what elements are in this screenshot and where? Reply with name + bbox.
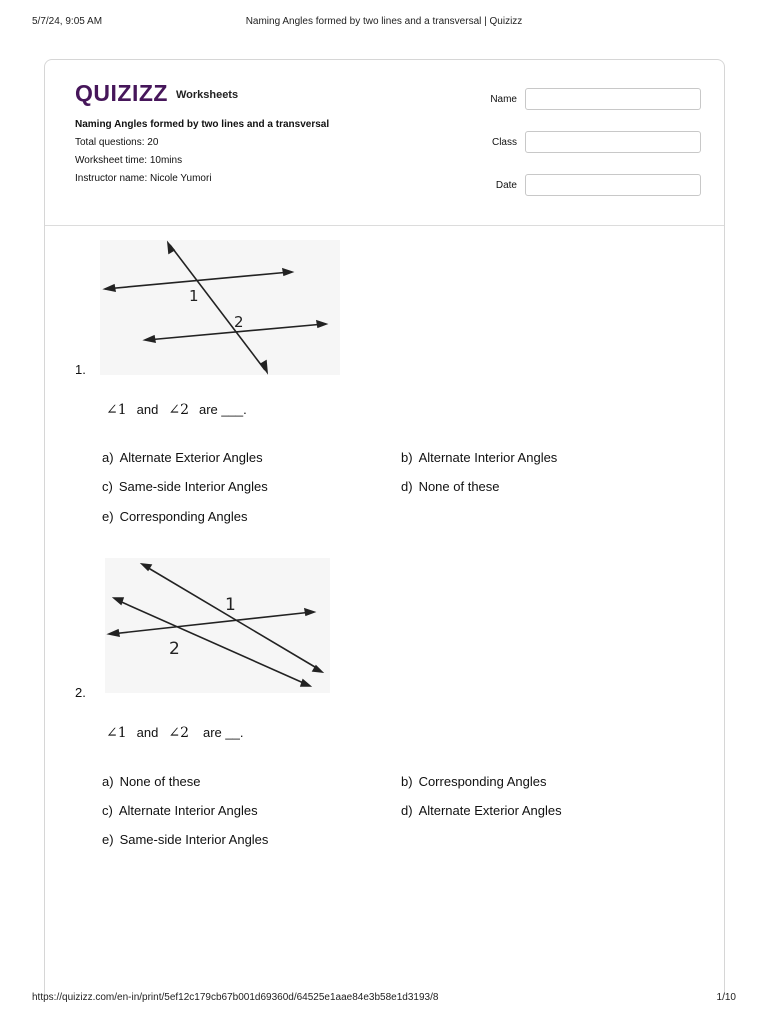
angle-label-2: 2	[234, 313, 244, 331]
worksheet-card	[44, 59, 725, 995]
figure-background	[105, 558, 330, 693]
print-page-number: 1/10	[716, 992, 736, 1003]
print-url: https://quizizz.com/en-in/print/5ef12c179cb67b001d69360d/64525e1aae84e3b58e1d3193/8	[32, 992, 439, 1003]
angle-label-1: 1	[189, 287, 199, 305]
option-letter: e)	[102, 509, 114, 524]
date-label: Date	[495, 179, 517, 191]
option-text: None of these	[119, 774, 201, 789]
option-letter: d)	[401, 803, 413, 818]
figure-background	[100, 240, 340, 375]
option-text: Same-side Interior Angles	[118, 479, 268, 494]
question-1-number: 1.	[75, 362, 86, 377]
date-input[interactable]	[525, 174, 701, 196]
worksheet-time: Worksheet time: 10mins	[75, 155, 183, 166]
option-letter: c)	[102, 479, 113, 494]
name-label: Name	[490, 93, 517, 105]
and-word: and	[136, 725, 159, 740]
angle-label-2: 2	[169, 639, 180, 659]
question-2-prompt	[106, 725, 243, 741]
print-datetime: 5/7/24, 9:05 AM	[32, 16, 103, 27]
question-1-option-a[interactable]	[102, 450, 263, 465]
question-1-prompt	[106, 402, 247, 418]
option-text: Alternate Exterior Angles	[119, 450, 263, 465]
option-text: Corresponding Angles	[119, 509, 248, 524]
question-1-option-e[interactable]	[102, 509, 247, 524]
option-text: Alternate Interior Angles	[118, 803, 258, 818]
prompt-suffix: are __.	[202, 725, 244, 740]
worksheet-title: Naming Angles formed by two lines and a transversal	[75, 119, 330, 130]
question-1-option-c[interactable]	[102, 479, 268, 494]
question-1-option-d[interactable]	[401, 479, 500, 494]
option-text: None of these	[418, 479, 500, 494]
name-field-row	[465, 88, 701, 110]
option-letter: d)	[401, 479, 413, 494]
question-1-option-b[interactable]	[401, 450, 557, 465]
print-page-title: Naming Angles formed by two lines and a transversal | Quizizz	[245, 16, 523, 27]
worksheet-header	[45, 60, 724, 226]
angle-2-symbol: ∠2	[168, 402, 189, 418]
print-header	[32, 16, 736, 30]
option-letter: b)	[401, 450, 413, 465]
class-field-row	[465, 131, 701, 153]
quizizz-logo	[75, 80, 238, 106]
option-letter: a)	[102, 774, 114, 789]
option-text: Same-side Interior Angles	[119, 832, 269, 847]
question-2-option-d[interactable]	[401, 803, 562, 818]
date-field-row	[465, 174, 701, 196]
question-1-figure	[100, 240, 340, 375]
question-2-option-b[interactable]	[401, 774, 546, 789]
logo-subtitle: Worksheets	[175, 89, 239, 101]
question-2-option-a[interactable]	[102, 774, 201, 789]
worksheet-meta	[75, 118, 335, 190]
instructor-name: Instructor name: Nicole Yumori	[75, 173, 212, 184]
angle-label-1: 1	[225, 595, 236, 615]
logo-wordmark: QUIZIZZ	[75, 80, 168, 106]
option-text: Alternate Interior Angles	[418, 450, 558, 465]
class-input[interactable]	[525, 131, 701, 153]
prompt-suffix: are ___.	[198, 402, 247, 417]
angle-2-symbol: ∠2	[168, 725, 189, 741]
question-2-option-e[interactable]	[102, 832, 268, 847]
print-footer	[32, 992, 736, 1006]
option-letter: a)	[102, 450, 114, 465]
option-letter: c)	[102, 803, 113, 818]
class-label: Class	[491, 136, 517, 148]
and-word: and	[136, 402, 159, 417]
angle-1-symbol: ∠1	[106, 725, 127, 741]
option-letter: e)	[102, 832, 114, 847]
question-2-option-c[interactable]	[102, 803, 258, 818]
name-input[interactable]	[525, 88, 701, 110]
question-2-figure	[105, 558, 330, 693]
question-2-number: 2.	[75, 685, 86, 700]
option-letter: b)	[401, 774, 413, 789]
option-text: Alternate Exterior Angles	[418, 803, 562, 818]
angle-1-symbol: ∠1	[106, 402, 127, 418]
option-text: Corresponding Angles	[418, 774, 547, 789]
total-questions: Total questions: 20	[75, 137, 159, 148]
